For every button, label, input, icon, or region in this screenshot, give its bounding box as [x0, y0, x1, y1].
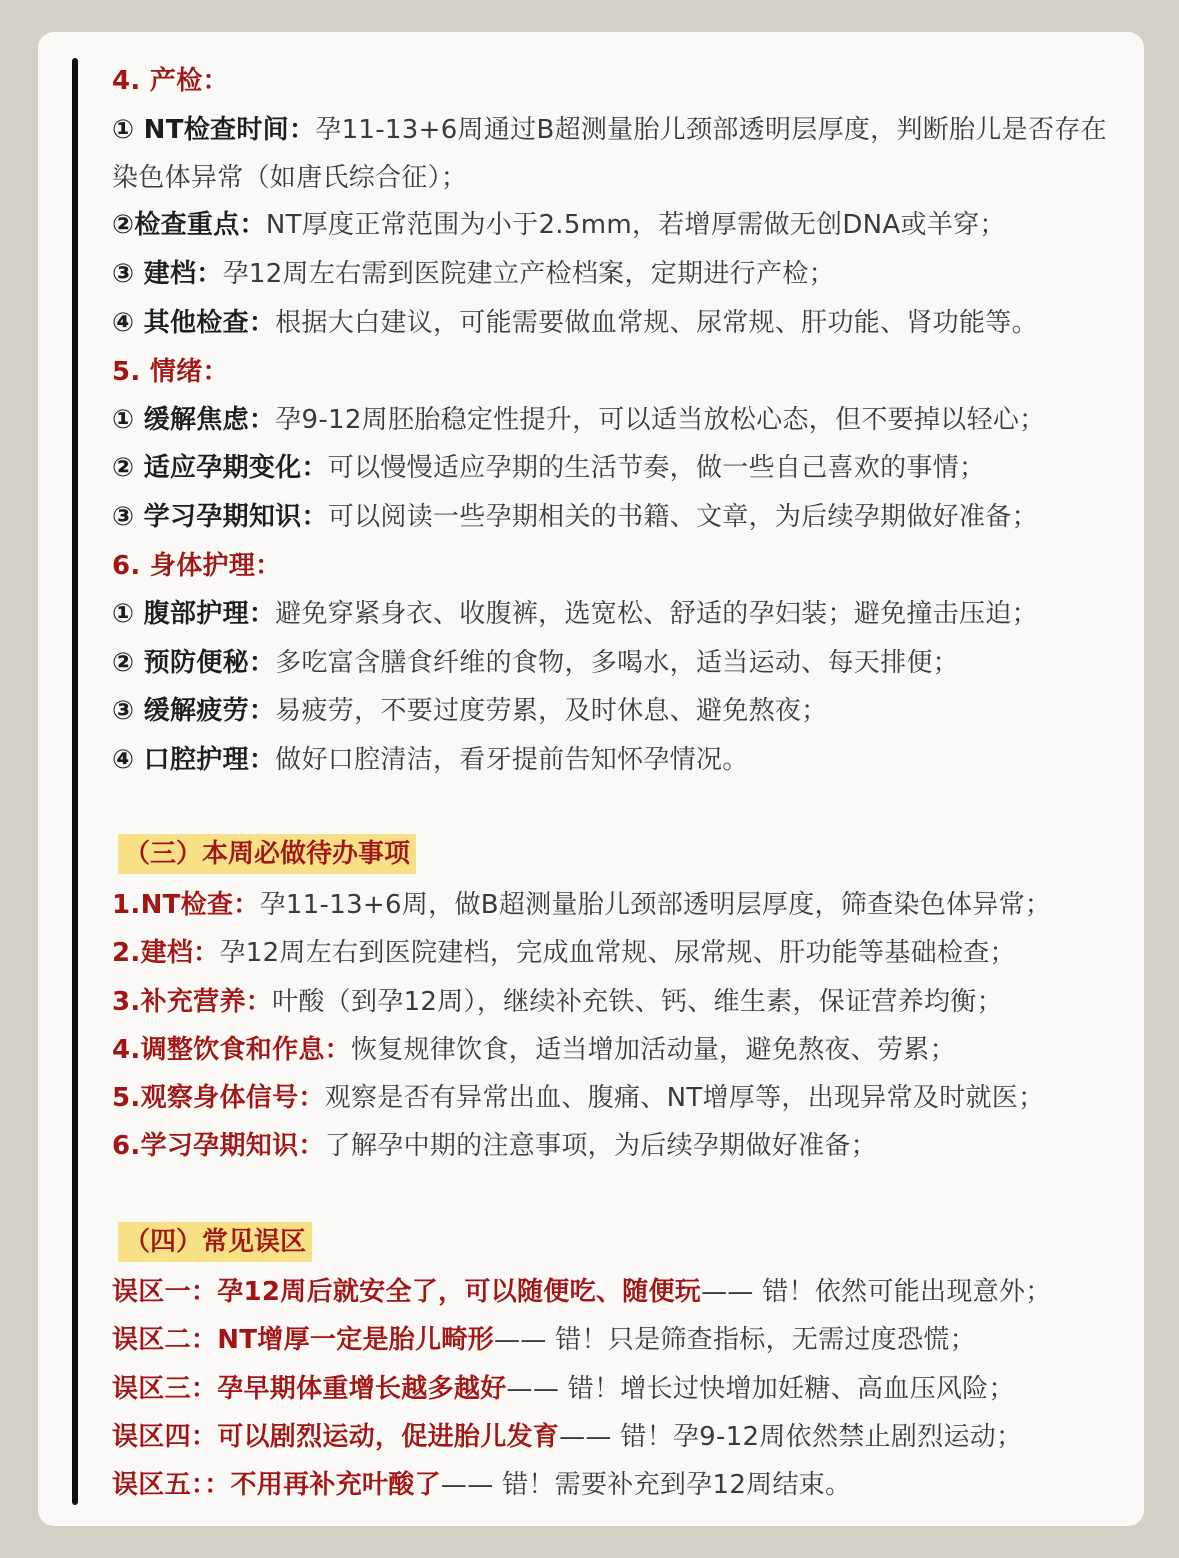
- section-4-title: 4. 产检：: [112, 66, 229, 96]
- item-label: 3.补充营养：: [112, 987, 273, 1017]
- item-label: ④ 其他检查：: [112, 308, 276, 338]
- myth-item: [112, 1323, 1129, 1357]
- item-text: 恢复规律饮食，适当增加活动量，避免熬夜、劳累；: [350, 1035, 956, 1065]
- myths-heading: （四）常见误区: [118, 1222, 312, 1262]
- list-item: [112, 306, 1129, 340]
- item-text: 避免穿紧身衣、收腹裤，选宽松、舒适的孕妇装；避免撞击压迫；: [275, 599, 1038, 629]
- item-label: ④ 口腔护理：: [112, 745, 276, 775]
- item-text: 了解孕中期的注意事项，为后续孕期做好准备；: [324, 1131, 877, 1161]
- myth-item: [112, 1275, 1129, 1309]
- todo-item: [112, 985, 1129, 1019]
- item-label: ③ 学习孕期知识：: [112, 502, 328, 532]
- myth-claim: 可以剧烈运动，促进胎儿发育: [217, 1422, 560, 1452]
- list-item: [112, 694, 1129, 728]
- item-text: 孕11-13+6周，做B超测量胎儿颈部透明层厚度，筛查染色体异常；: [259, 890, 1052, 920]
- item-label: 2.建档：: [112, 938, 220, 968]
- item-text: NT厚度正常范围为小于2.5mm，若增厚需做无创DNA或羊穿；: [265, 210, 1006, 240]
- item-label: ② 预防便秘：: [112, 648, 276, 678]
- item-text: 孕11-13+6周通过B超测量胎儿颈部透明层厚度，判断胎儿是否存在染色体异常（如唐氏综合征）；: [112, 115, 1107, 193]
- list-item: [112, 597, 1129, 631]
- item-text: 做好口腔清洁，看牙提前告知怀孕情况。: [275, 745, 749, 775]
- myth-label: 误区二：: [112, 1325, 218, 1355]
- myth-item: [112, 1468, 1129, 1502]
- myth-item: [112, 1372, 1129, 1406]
- section-6-title: 6. 身体护理：: [112, 551, 282, 581]
- item-text: 孕9-12周胚胎稳定性提升，可以适当放松心态，但不要掉以轻心；: [275, 405, 1046, 435]
- item-text: 根据大白建议，可能需要做血常规、尿常规、肝功能、肾功能等。: [275, 308, 1038, 338]
- item-label: ③ 建档：: [112, 259, 223, 289]
- left-accent-bar: [72, 58, 78, 1505]
- item-label: ②检查重点：: [112, 210, 266, 240]
- item-label: 5.观察身体信号：: [112, 1083, 325, 1113]
- todo-item: [112, 1033, 1129, 1067]
- item-label: 1.NT检查：: [112, 890, 260, 920]
- list-item: [112, 646, 1129, 680]
- item-text: 孕12周左右到医院建档，完成血常规、尿常规、肝功能等基础检查；: [219, 938, 1016, 968]
- todo-item: [112, 936, 1129, 970]
- item-text: 多吃富含膳食纤维的食物，多喝水，适当运动、每天排便；: [275, 648, 959, 678]
- myth-label: 误区三：: [112, 1374, 218, 1404]
- item-label: ① 缓解焦虑：: [112, 405, 276, 435]
- myth-correction: —— 错！依然可能出现意外；: [701, 1277, 1052, 1307]
- myth-claim: 孕12周后就安全了，可以随便吃、随便玩: [217, 1277, 702, 1307]
- item-text: 易疲劳，不要过度劳累，及时休息、避免熬夜；: [275, 696, 828, 726]
- list-item: [112, 743, 1129, 777]
- myth-claim: 孕早期体重增长越多越好: [217, 1374, 507, 1404]
- list-item: [112, 451, 1129, 485]
- todo-heading: （三）本周必做待办事项: [118, 834, 416, 874]
- item-text: 孕12周左右需到医院建立产检档案，定期进行产检；: [222, 259, 835, 289]
- list-item: [112, 257, 1129, 291]
- item-label: ① NT检查时间：: [112, 106, 315, 154]
- item-text: 可以慢慢适应孕期的生活节奏，做一些自己喜欢的事情；: [327, 453, 986, 483]
- item-text: 可以阅读一些孕期相关的书籍、文章，为后续孕期做好准备；: [327, 502, 1038, 532]
- myth-label: 误区四：: [112, 1422, 218, 1452]
- item-text: 观察是否有异常出血、腹痛、NT增厚等，出现异常及时就医；: [324, 1083, 1045, 1113]
- item-label: ① 腹部护理：: [112, 599, 276, 629]
- myth-claim: ：不用再补充叶酸了: [204, 1470, 441, 1500]
- myth-correction: —— 错！孕9-12周依然禁止剧烈运动；: [559, 1422, 1023, 1452]
- list-item: [112, 403, 1129, 437]
- list-item: [112, 500, 1129, 534]
- item-label: ③ 缓解疲劳：: [112, 696, 276, 726]
- myth-item: [112, 1420, 1129, 1454]
- list-item: [112, 208, 1129, 242]
- list-item: [112, 106, 1129, 202]
- section-5-title: 5. 情绪：: [112, 357, 229, 387]
- item-label: 4.调整饮食和作息：: [112, 1035, 351, 1065]
- myth-correction: —— 错！需要补充到孕12周结束。: [440, 1470, 852, 1500]
- myth-claim: NT增厚一定是胎儿畸形: [217, 1325, 494, 1355]
- todo-item: [112, 1129, 1129, 1163]
- myth-label: 误区一：: [112, 1277, 218, 1307]
- item-label: ② 适应孕期变化：: [112, 453, 328, 483]
- todo-item: [112, 888, 1129, 922]
- todo-item: [112, 1081, 1129, 1115]
- myth-correction: —— 错！增长过快增加妊糖、高血压风险；: [506, 1374, 1015, 1404]
- item-label: 6.学习孕期知识：: [112, 1131, 325, 1161]
- myth-label: 误区五：: [112, 1470, 205, 1500]
- item-text: 叶酸（到孕12周），继续补充铁、钙、维生素，保证营养均衡；: [272, 987, 1003, 1017]
- myth-correction: —— 错！只是筛查指标，无需过度恐慌；: [494, 1325, 976, 1355]
